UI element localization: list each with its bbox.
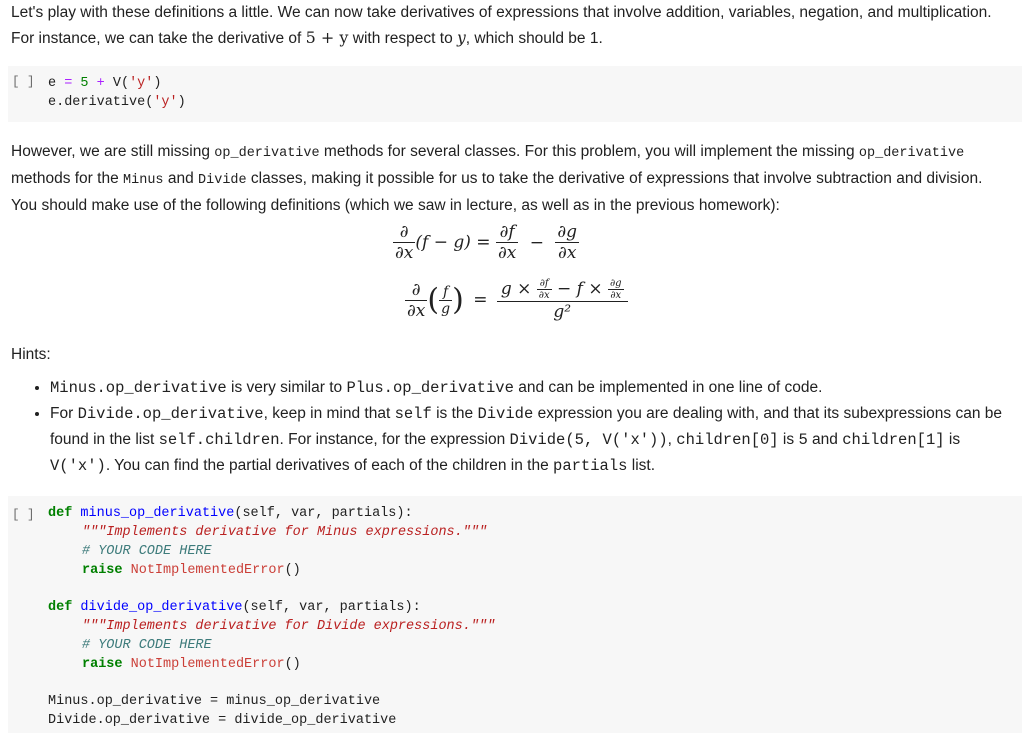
- code-line: def divide_op_derivative(self, var, partials):: [48, 600, 421, 615]
- code-cell-2[interactable]: [8, 496, 1022, 733]
- code-line: raise NotImplementedError(): [82, 563, 301, 578]
- definitions-paragraph: However, we are still missing op_derivative methods for several classes. For this problem, you will implement the missing op_derivative methods for the Minus and Divide classes, making it possible for us to take the derivative of expressions that involve subtraction and division. You should make use of the following definitions (which we saw in lecture, as well as in the previous homework):: [11, 143, 983, 214]
- cell-prompt: [ ]: [12, 75, 35, 89]
- intro-paragraph: [11, 0, 1012, 51]
- hint-item: • For Divide.op_derivative, keep in mind that self is the Divide expression you are dealing with, and that its subexpressions can be found in the list self.children. For instance, for the expression Divide(5, V('x')), children[0] is 5 and children[1] is V('x'). You can find the partial derivatives of each of the children in the partials list.: [50, 401, 1012, 479]
- hints-list: [30, 375, 1012, 479]
- intro-text: For instance, we can take the derivative of: [11, 30, 306, 47]
- code-line: raise NotImplementedError(): [82, 657, 301, 672]
- cell-prompt: [ ]: [12, 508, 35, 522]
- intro-math-expr: 5 + y: [305, 28, 349, 47]
- code-line: Minus.op_derivative = minus_op_derivative: [48, 694, 381, 709]
- intro-text: with respect to: [348, 30, 457, 47]
- code-line: """Implements derivative for Minus expressions.""": [82, 525, 488, 540]
- intro-math-var: y: [457, 29, 466, 47]
- intro-text: , which should be 1.: [465, 30, 603, 47]
- hints-title: Hints:: [11, 346, 51, 363]
- code-line: e = 5 + V('y'): [48, 76, 162, 91]
- code-line: # YOUR CODE HERE: [82, 638, 212, 653]
- code-line: # YOUR CODE HERE: [82, 544, 212, 559]
- equation-divide-derivative: $\frac{\partial}{\partial x}$ ( $\frac{f}{g}$ ) = g × $\frac{\partial f}{\partial x}$ − f × $\frac{\partial g}{\partial x}$ g²: [405, 278, 628, 322]
- code-line: def minus_op_derivative(self, var, partials):: [48, 506, 413, 521]
- intro-line-1: Let's play with these definitions a little. We can now take derivatives of expressions that involve addition, variables, negation, and multiplication.: [11, 4, 992, 21]
- intro-line-2: [11, 25, 1012, 51]
- code-line: Divide.op_derivative = divide_op_derivative: [48, 713, 397, 728]
- code-line: """Implements derivative for Divide expressions.""": [82, 619, 496, 634]
- equation-minus-derivative: $\frac{\partial}{\partial x}$ (f − g) = $\frac{\partial f}{\partial x}$ − $\frac{\partial g}{\partial x}$: [395, 222, 578, 263]
- hint-item: • Minus.op_derivative is very similar to Plus.op_derivative and can be implemented in one line of code.: [50, 375, 1012, 401]
- code-cell-1[interactable]: [8, 66, 1022, 122]
- code-line: e.derivative('y'): [48, 95, 186, 110]
